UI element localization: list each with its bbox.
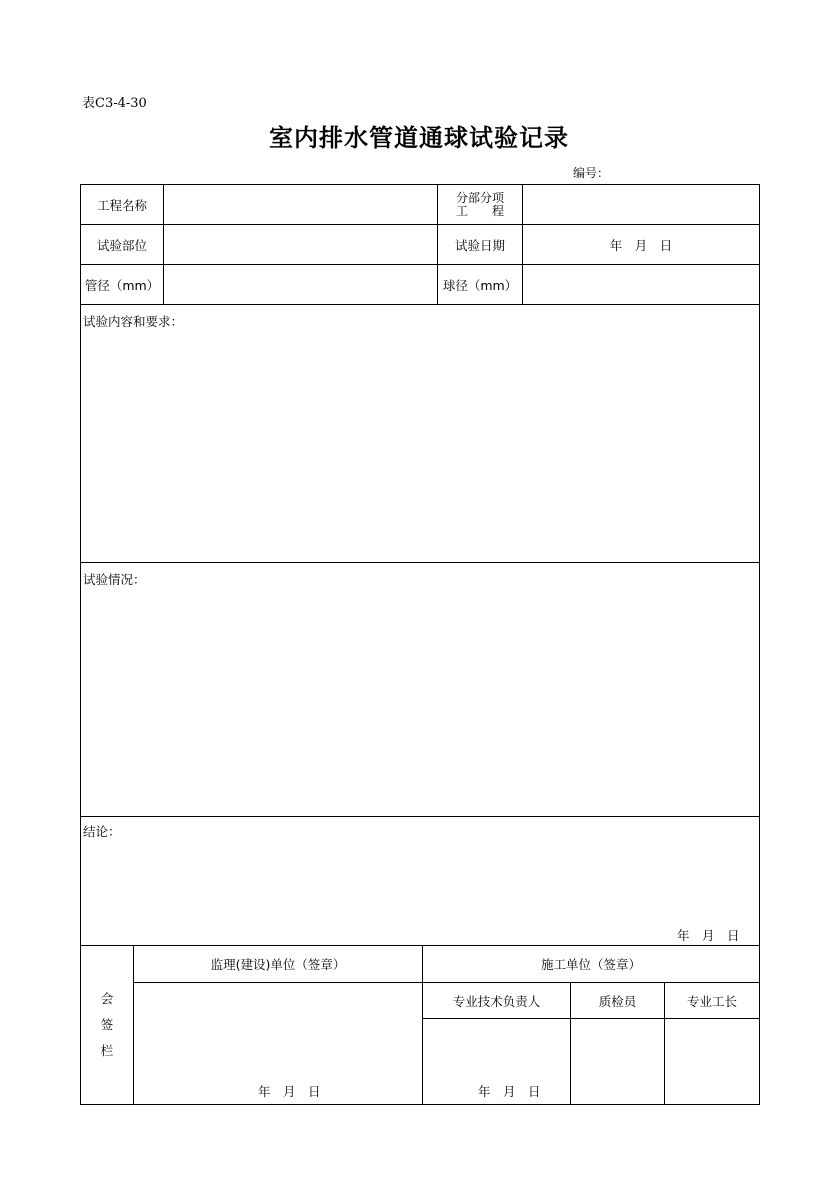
pipe-diameter-field[interactable] — [164, 265, 437, 304]
serial-number-label: 编号： — [573, 166, 610, 180]
quality-inspector-label: 质检员 — [598, 993, 637, 1009]
form-code: 表C3-4-30 — [82, 96, 147, 111]
test-part-label: 试验部位 — [96, 237, 147, 253]
test-date-label: 试验日期 — [454, 237, 505, 253]
sign-column-char-3: 栏 — [100, 1043, 114, 1058]
conclusion-field[interactable] — [81, 840, 759, 920]
construction-date[interactable]: 年 月 日 — [478, 1084, 541, 1099]
test-date-field[interactable]: 年 月 日 — [609, 237, 673, 253]
tech-lead-signature-field[interactable] — [423, 1019, 570, 1079]
situation-label: 试验情况： — [83, 572, 146, 587]
supervision-date[interactable]: 年 月 日 — [258, 1084, 321, 1099]
sub-project-label-line2: 工 程 — [455, 203, 504, 218]
requirements-label: 试验内容和要求： — [83, 314, 184, 329]
project-name-field[interactable] — [164, 185, 437, 224]
foreman-label: 专业工长 — [686, 993, 737, 1009]
test-part-field[interactable] — [164, 225, 437, 264]
conclusion-date[interactable]: 年 月 日 — [677, 928, 740, 943]
sign-column-char-2: 签 — [100, 1017, 114, 1032]
requirements-field[interactable] — [81, 330, 759, 562]
tech-lead-label: 专业技术负责人 — [452, 993, 541, 1009]
pipe-diameter-label: 管径（mm） — [84, 277, 160, 293]
foreman-signature-field[interactable] — [665, 1019, 759, 1104]
sign-column-label — [81, 946, 133, 1104]
ball-diameter-label: 球径（mm） — [442, 277, 518, 293]
construction-unit-label: 施工单位（签章） — [540, 957, 641, 972]
situation-field[interactable] — [81, 588, 759, 816]
supervision-signature-field[interactable] — [134, 983, 422, 1078]
quality-inspector-signature-field[interactable] — [571, 1019, 664, 1104]
sub-project-label — [438, 185, 522, 224]
sub-project-label-line1: 分部分项 — [455, 190, 504, 205]
supervision-unit-label: 监理(建设)单位（签章） — [210, 957, 346, 972]
page-title: 室内排水管道通球试验记录 — [269, 123, 569, 152]
project-name-label: 工程名称 — [96, 197, 147, 213]
sub-project-field[interactable] — [523, 185, 759, 224]
ball-diameter-field[interactable] — [523, 265, 759, 304]
conclusion-label: 结论： — [83, 824, 121, 839]
sign-column-char-1: 会 — [100, 991, 114, 1006]
